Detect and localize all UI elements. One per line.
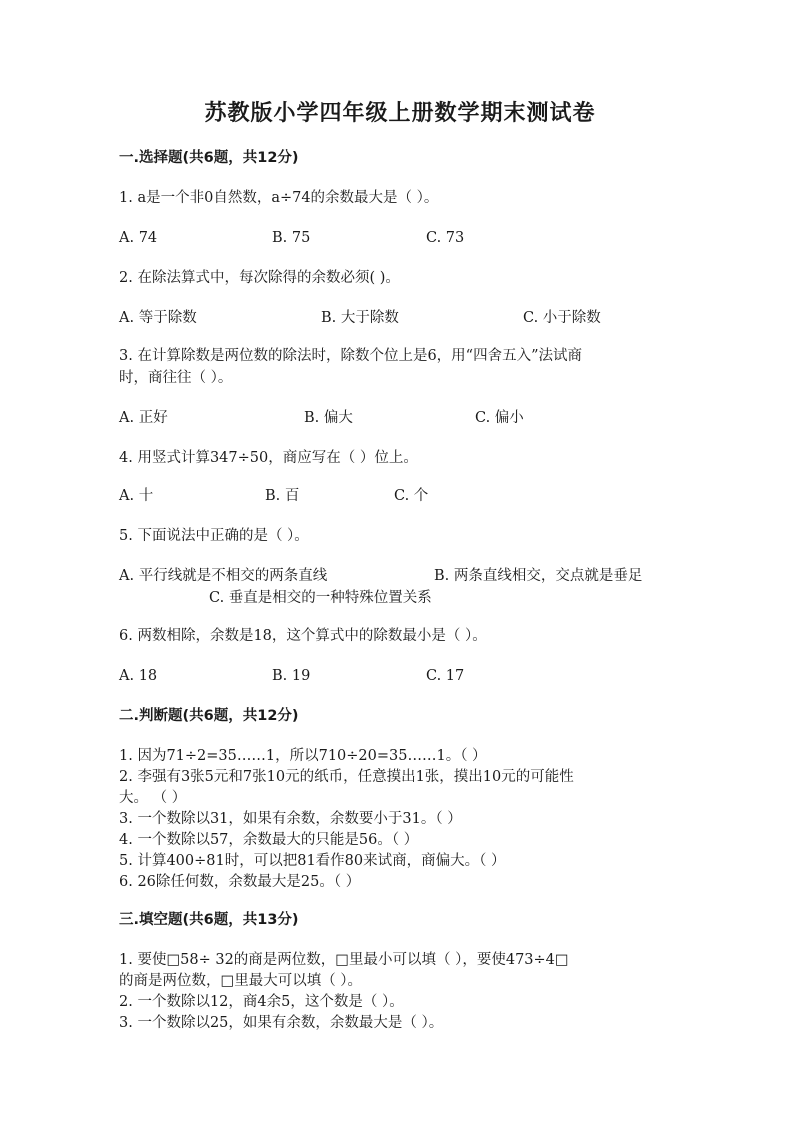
fill-line: 的商是两位数，□里最大可以填（ ）。 (119, 973, 363, 989)
question-5-stem: 5. 下面说法中正确的是（ ）。 (119, 528, 309, 544)
judge-line: 1. 因为71÷2=35……1，所以710÷20=35……1。（ ） (119, 748, 487, 764)
judge-line: 6. 26除任何数，余数最大是25。（ ） (119, 874, 361, 890)
question-5-option-b: B. 两条直线相交，交点就是垂足 (434, 568, 643, 584)
question-6-stem: 6. 两数相除，余数是18，这个算式中的除数最小是（ ）。 (119, 628, 487, 644)
section-heading-choice: 一.选择题(共6题，共12分) (119, 150, 299, 166)
judge-line: 4. 一个数除以57，余数最大的只能是56。（ ） (119, 832, 419, 848)
question-2-stem: 2. 在除法算式中，每次除得的余数必须( )。 (119, 270, 400, 286)
judge-line: 大。 （ ） (119, 790, 187, 806)
question-2-option-c: C. 小于除数 (523, 310, 601, 326)
question-6-option-c: C. 17 (426, 668, 465, 684)
question-3-option-a: A. 正好 (119, 410, 168, 426)
question-2-option-b: B. 大于除数 (321, 310, 399, 326)
question-2-option-a: A. 等于除数 (119, 310, 197, 326)
page-title: 苏教版小学四年级上册数学期末测试卷 (204, 100, 596, 126)
judge-line: 5. 计算400÷81时，可以把81看作80来试商，商偏大。（ ） (119, 853, 506, 869)
judge-line: 2. 李强有3张5元和7张10元的纸币，任意摸出1张，摸出10元的可能性 (119, 769, 574, 785)
question-5-option-c: C. 垂直是相交的一种特殊位置关系 (209, 590, 432, 606)
question-6-option-b: B. 19 (272, 668, 311, 684)
question-4-option-a: A. 十 (119, 488, 154, 504)
judge-line: 3. 一个数除以31，如果有余数，余数要小于31。（ ） (119, 811, 462, 827)
question-1-stem: 1. a是一个非0自然数，a÷74的余数最大是（ ）。 (119, 190, 439, 206)
fill-line: 1. 要使□58÷ 32的商是两位数，□里最小可以填（ ），要使473÷4□ (119, 952, 569, 968)
question-5-option-a: A. 平行线就是不相交的两条直线 (119, 568, 328, 584)
question-3-option-c: C. 偏小 (475, 410, 524, 426)
question-3-stem-line-1: 3. 在计算除数是两位数的除法时，除数个位上是6，用“四舍五入”法试商 (119, 348, 582, 364)
question-4-option-c: C. 个 (394, 488, 429, 504)
question-4-option-b: B. 百 (265, 488, 300, 504)
question-3-stem-line-2: 时，商往往（ ）。 (119, 370, 233, 386)
section-heading-fill: 三.填空题(共6题，共13分) (119, 912, 299, 928)
section-heading-judge: 二.判断题(共6题，共12分) (119, 708, 299, 724)
question-3-option-b: B. 偏大 (304, 410, 353, 426)
question-6-option-a: A. 18 (119, 668, 158, 684)
question-4-stem: 4. 用竖式计算347÷50，商应写在（ ）位上。 (119, 450, 418, 466)
question-1-option-b: B. 75 (272, 230, 311, 246)
question-1-option-a: A. 74 (119, 230, 158, 246)
fill-line: 3. 一个数除以25，如果有余数，余数最大是（ ）。 (119, 1015, 444, 1031)
question-1-option-c: C. 73 (426, 230, 465, 246)
fill-line: 2. 一个数除以12，商4余5，这个数是（ ）。 (119, 994, 404, 1010)
